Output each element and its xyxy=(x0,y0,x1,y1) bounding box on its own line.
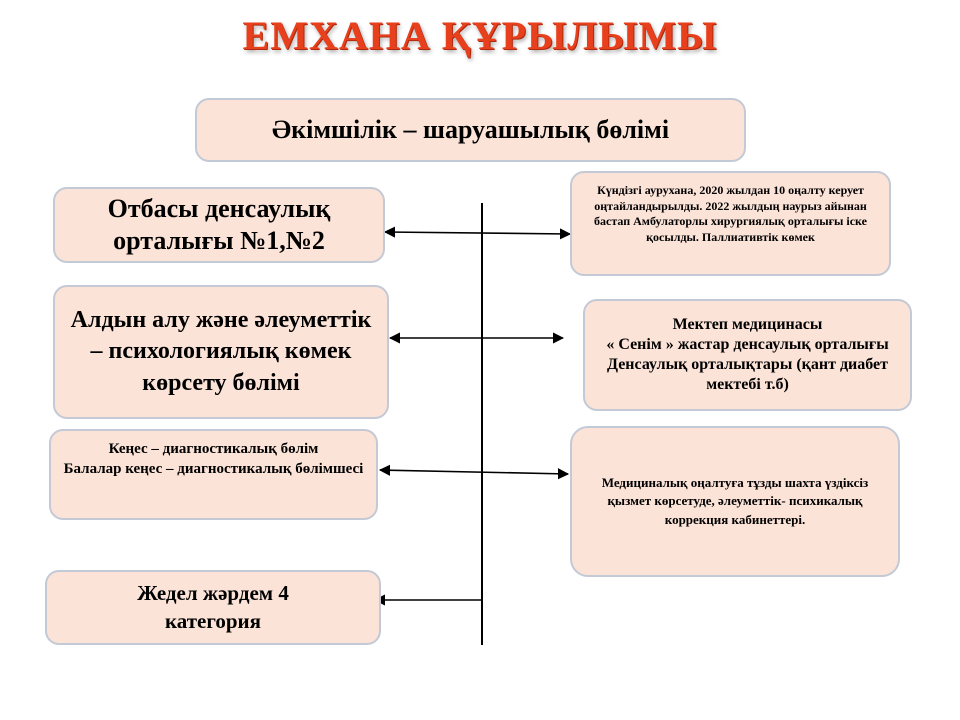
arrow-consult-rehab xyxy=(380,470,568,474)
emergency-label: Жедел жәрдем 4 категория xyxy=(137,581,289,633)
prevention-department-label: Алдын алу және әлеуметтік – психологиялық көмек көрсету бөлімі xyxy=(70,307,372,396)
family-health-center-box xyxy=(53,187,385,263)
day-hospital-box xyxy=(570,171,891,276)
prevention-department-box xyxy=(53,285,389,419)
rehabilitation-box xyxy=(570,426,900,577)
school-medicine-line2: « Сенім » жастар денсаулық орталығы xyxy=(606,336,889,353)
admin-department-box xyxy=(195,98,746,162)
consult-diagnostic-box xyxy=(49,429,378,520)
emergency-box xyxy=(45,570,381,645)
day-hospital-label: Күндізгі аурухана, 2020 жылдан 10 оңалту керует оңтайландырылды. 2022 жылдың наурыз айынан бастап Амбулаторлы хирургиялық орталығы іске қосылды. Паллиативтік көмек xyxy=(594,183,867,244)
rehabilitation-label: Медициналық оңалтуға тұзды шахта үздіксіз қызмет көрсетуде, әлеуметтік- психикалық коррекция кабинеттері. xyxy=(601,475,869,527)
consult-diagnostic-line1: Кеңес – диагностикалық бөлім xyxy=(108,441,319,457)
arrow-family-dayhospital xyxy=(385,232,570,234)
school-medicine-box xyxy=(583,299,912,411)
school-medicine-line3: Денсаулық орталықтары (қант диабет мектебі т.б) xyxy=(607,356,888,393)
family-health-center-label: Отбасы денсаулық орталығы №1,№2 xyxy=(107,193,331,255)
consult-diagnostic-line2: Балалар кеңес – диагностикалық бөлімшесі xyxy=(63,461,364,478)
page-title: ЕМХАНА ҚҰРЫЛЫМЫ xyxy=(242,13,718,58)
school-medicine-line1: Мектеп медицинасы xyxy=(672,316,823,333)
admin-department-label: Әкімшілік – шаруашылық бөлімі xyxy=(271,115,670,145)
